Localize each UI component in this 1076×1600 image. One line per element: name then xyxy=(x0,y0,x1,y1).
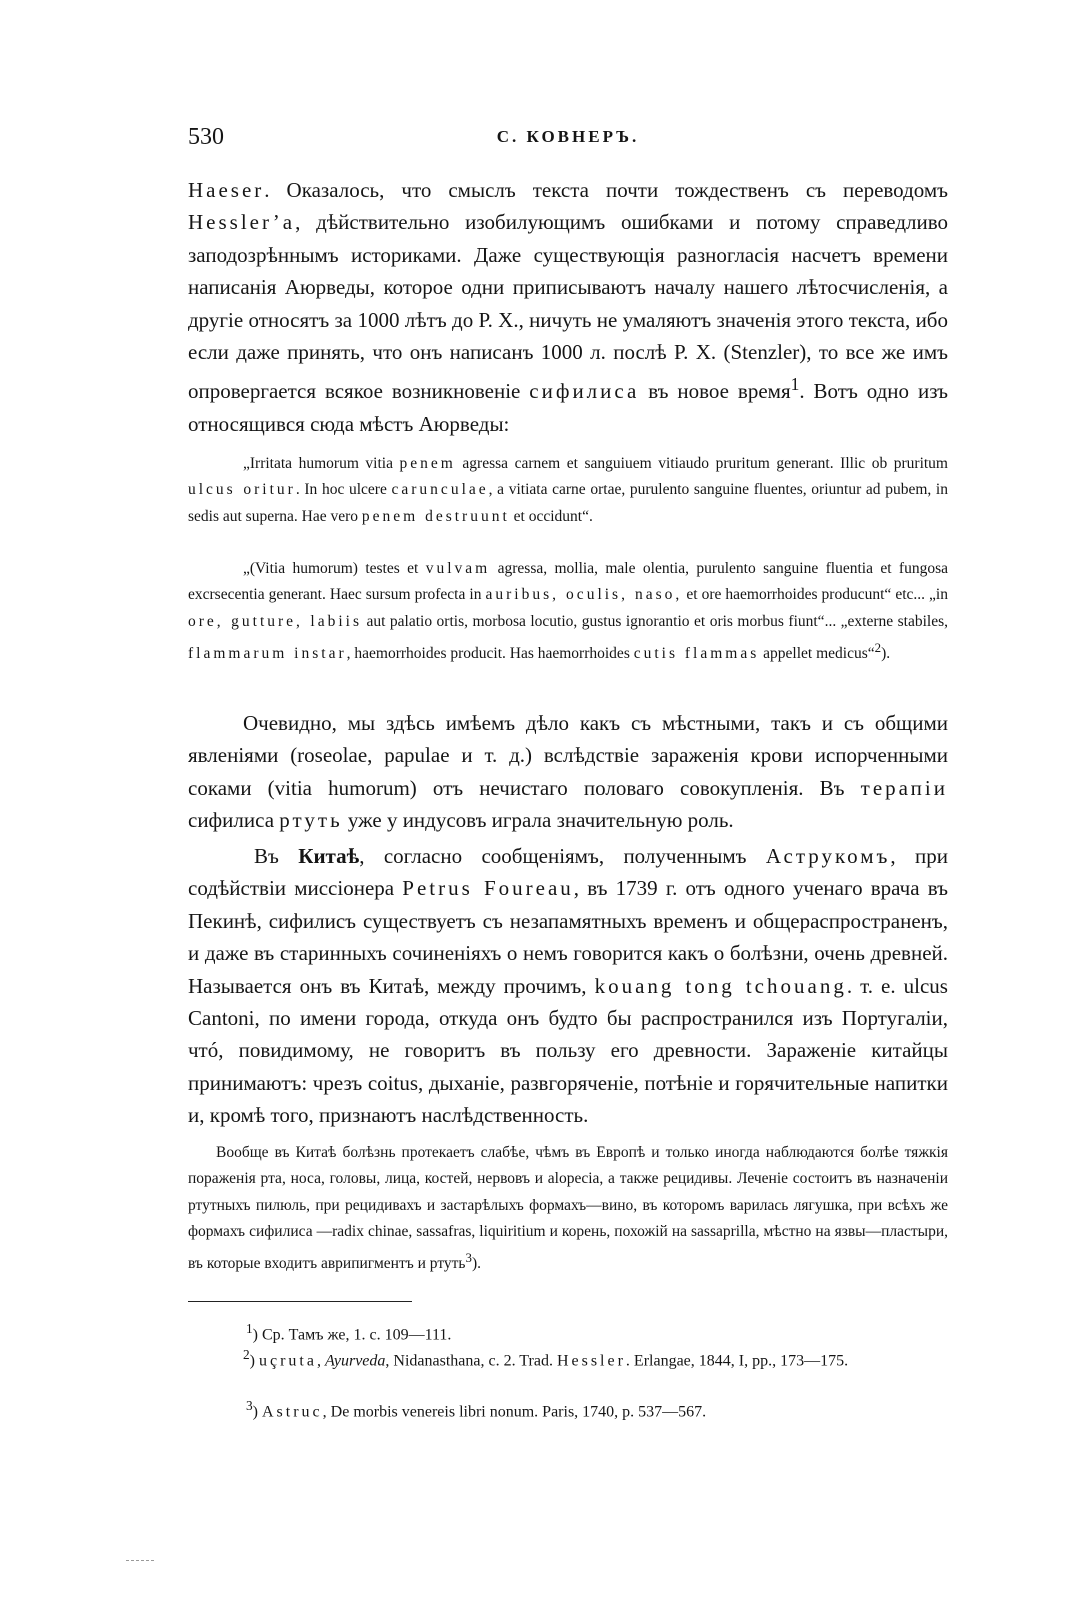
paragraph-haeser: Haeser. Оказалось, что смыслъ текста почти тождественъ съ переводомъ Hessler’a, дѣйствительно изобилующимъ ошибками и потому справедливо заподозрѣннымъ историками. Даже существующія разногласія насчетъ времени написанія Аюрведы, которое одни приписываютъ началу нашего лѣтосчисленія, а другіе относятъ за 1000 лѣтъ до Р. X., ничуть не умаляютъ значенія этого текста, ибо если даже принять, что онъ написанъ 1000 л. послѣ Р. X. (Stenzler), то все же имъ опровергается всякое возникновеніе сифилиса въ новое время$^1$. Вотъ одно изъ относящився сюда мѣстъ Аюрведы: xyxy=(188,178,948,436)
footnote-ref-1: 1 xyxy=(790,374,800,395)
latin-quote-2: „(Vitia humorum) testes et vulvam agressa, mollia, male olentia, purulento sanguine fluentia et fungosa excrsecentia generant. Haec sursum profecta in auribus, oculis, naso, et ore haemorrhoides producunt“ etc... „in ore, gutture, labiis aut palatio ortis, morbosa locutio, gustus ignorantio et oris morbus fiunt“... „externe stabiles, flammarum instar, haemorrhoides producit. Has haemorrhoides cutis flammas appellet medicus“$^2$). xyxy=(188,560,949,663)
paragraph-conclusion: Очевидно, мы здѣсь имѣемъ дѣло какъ съ мѣстными, такъ и съ общими явленіями (roseolae, papulae и т. д.) вслѣдствіе зараженія крови испорченными соками (vitia humorum) отъ нечистаго половаго совокупленія. Въ терапіи сифилиса ртуть уже у индусовъ играла значительную роль. xyxy=(188,711,948,833)
page-header xyxy=(188,124,948,154)
footnote-2: $^2$) uçruta, Ayurveda, Nidanasthana, c. 2. Trad. Hessler. Erlangae, 1844, I, pp., 173—175. xyxy=(243,1347,849,1370)
footnote-3: $^3$) Astruc, De morbis venereis libri nonum. Paris, 1740, p. 537—567. xyxy=(246,1398,707,1421)
footnote-separator xyxy=(188,1301,412,1302)
latin-quote-1: „Irritata humorum vitia penem agressa carnem et sanguiuem vitiaudo pruritum generant. Illic ob pruritum ulcus oritur. In hoc ulcere carunculae, a vitiata carne ortae, purulento sanguine fluentes, oriuntur ad pubem, in sedis aut superna. Hae vero penem destruunt et occidunt“. xyxy=(188,455,948,525)
scan-mark xyxy=(126,1560,154,1561)
footnote-ref-3: 3 xyxy=(465,1250,472,1266)
paragraph-china: Въ Китаѣ, согласно сообщеніямъ, полученнымъ Аструкомъ, при содѣйствіи миссіонера Petrus Foureau, въ 1739 г. отъ одного ученаго врача въ Пекинѣ, сифилисъ существуетъ съ незапамятныхъ временъ и общераспространенъ, и даже въ старинныхъ сочиненіяхъ о немъ говорится какъ о болѣзни, очень древней. Называется онъ въ Китаѣ, между прочимъ, kouang tong tchouang. т. е. ulcus Cantoni, по имени города, откуда онъ будто бы распространился изъ Португаліи, чтó, повидимому, не говоритъ въ пользу его древности. Зараженіе китайцы принимаютъ: чрезъ coitus, дыханіе, развгоряченіе, потѣніе и горячительные напитки и, кромѣ того, признаютъ наслѣдственность. xyxy=(188,844,948,1128)
footnote-1: $^1$) Ср. Тамъ же, 1. с. 109—111. xyxy=(246,1321,452,1344)
running-title: С. КОВНЕРЪ. xyxy=(496,127,640,146)
footnote-ref-2: 2 xyxy=(874,639,882,655)
paragraph-china-treatment: Вообще въ Китаѣ болѣзнь протекаетъ слабѣе, чѣмъ въ Европѣ и только иногда наблюдаются болѣе тяжкія пораженія рта, носа, головы, лица, костей, нервовъ и alopecia, а также рецидивы. Леченіе состоитъ въ назначеніи ртутныхъ пилюль, при рецидивахъ и застарѣлыхъ формахъ—вино, въ которомъ варилась лягушка, при всѣхъ же формахъ сифилиса —radix chinae, sassafras, liquiritium и корень, похожій на sassaprilla, мѣстно на язвы—пластыри, въ которые входитъ аврипигментъ и ртуть$^3$). xyxy=(188,1144,948,1273)
page-number: 530 xyxy=(188,124,224,150)
